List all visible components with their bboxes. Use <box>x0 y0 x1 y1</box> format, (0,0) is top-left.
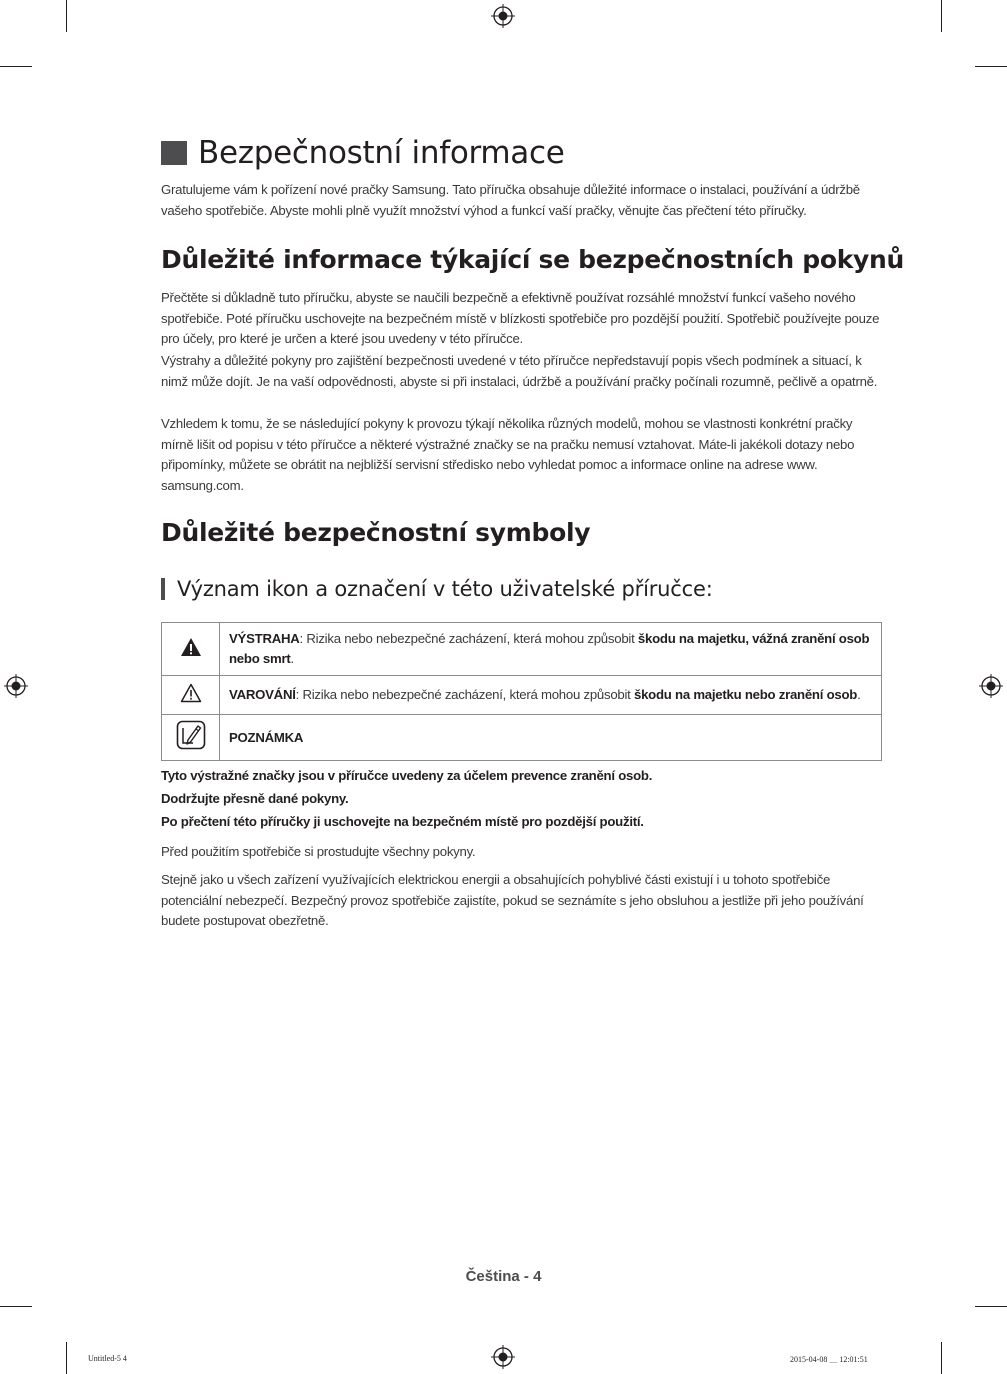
symbol-text-end: . <box>857 687 861 702</box>
crop-mark <box>975 1306 1007 1307</box>
symbol-emphasis: škodu na majetku nebo zranění osob <box>634 687 858 702</box>
symbol-emphasis: škodu na majetku, vážná zranění osob nebo smrt <box>229 631 870 666</box>
warning-filled-icon <box>180 637 202 657</box>
body-paragraph: Před použitím spotřebiče si prostudujte všechny pokyny. <box>161 844 476 859</box>
symbol-description <box>220 623 882 676</box>
intro-paragraph: Gratulujeme vám k pořízení nové pračky Samsung. Tato příručka obsahuje důležité informace o instalaci, používání a údržbě vašeho spotřebiče. Abyste mohli plně využít množství výhod a funkcí vaší pračky, věnujte čas přečtení této příručky. <box>161 182 860 218</box>
note-pencil-icon <box>176 720 206 750</box>
symbol-description <box>220 715 882 761</box>
crop-mark <box>941 1342 942 1374</box>
page-title-text: Bezpečnostní informace <box>198 135 565 171</box>
crop-mark <box>0 1306 32 1307</box>
section-heading-safety-symbols: Důležité bezpečnostní symboly <box>161 518 591 547</box>
symbol-text-end: . <box>290 651 294 666</box>
symbol-text: : Rizika nebo nebezpečné zacházení, která mohou způsobit <box>295 687 635 702</box>
page-footer: Čeština - 4 <box>465 1268 542 1285</box>
registration-mark-icon <box>979 674 1003 698</box>
symbols-table <box>161 622 882 761</box>
symbol-label: VAROVÁNÍ <box>229 687 296 702</box>
body-paragraph: Výstrahy a důležité pokyny pro zajištění bezpečnosti uvedené v této příručce nepředstavují popis všech podmínek a situací, k nimž může dojít. Je na vaší odpovědnosti, abyste si při instalaci, údržbě a používání pračky počínali rozumně, pečlivě a opatrně. <box>161 353 878 389</box>
crop-mark <box>941 0 942 32</box>
crop-mark <box>0 66 32 67</box>
crop-mark <box>975 66 1007 67</box>
body-paragraph: Přečtěte si důkladně tuto příručku, abyste se naučili bezpečně a efektivně používat rozsáhlé množství funkcí vašeho nového spotřebiče. Poté příručku uschovejte na bezpečném místě v blízkosti spotřebiče pro pozdější použití. Spotřebič používejte pouze pro účely, pro které je určen a které jsou uvedeny v této příručce. <box>161 290 880 347</box>
bold-instruction: Tyto výstražné značky jsou v příručce uvedeny za účelem prevence zranění osob. <box>161 768 653 783</box>
title-square-icon <box>161 141 187 165</box>
symbol-label: VÝSTRAHA <box>229 631 300 646</box>
symbol-description <box>220 676 882 715</box>
body-paragraph: Vzhledem k tomu, že se následující pokyny k provozu týkají několika různých modelů, mohou se vlastnosti konkrétní pračky mírně lišit od popisu v této příručce a některé výstražné značky se na pračku nemusí vztahovat. Máte-li jakékoli dotazy nebo připomínky, můžete se obrátit na nejbližší servisní středisko nebo vyhledat pomoc a informace online na adrese www. samsung.com. <box>161 416 855 494</box>
symbol-icon-cell <box>162 623 220 676</box>
section-heading-safety-instructions: Důležité informace týkající se bezpečnostních pokynů <box>161 245 905 274</box>
bold-instruction: Po přečtení této příručky ji uschovejte na bezpečném místě pro pozdější použití. <box>161 814 644 829</box>
symbol-row-caution <box>162 676 882 715</box>
subheading-bar-icon <box>161 578 165 600</box>
bold-instruction: Dodržujte přesně dané pokyny. <box>161 791 349 806</box>
crop-mark <box>66 0 67 32</box>
symbol-row-warning <box>162 623 882 676</box>
subsection-heading-text: Význam ikon a označení v této uživatelské příručce: <box>177 577 713 601</box>
print-slug-right: 2015-04-08 ＿ 12:01:51 <box>790 1355 868 1364</box>
symbol-text: : Rizika nebo nebezpečné zacházení, která mohou způsobit <box>299 631 638 646</box>
symbol-row-note <box>162 715 882 761</box>
symbol-label: POZNÁMKA <box>229 729 304 745</box>
registration-mark-icon <box>491 4 515 28</box>
caution-outline-icon <box>180 683 202 703</box>
registration-mark-icon <box>491 1345 515 1369</box>
crop-mark <box>66 1342 67 1374</box>
symbol-icon-cell <box>162 715 220 761</box>
print-slug-left: Untitled-5 4 <box>88 1354 127 1363</box>
registration-mark-icon <box>4 674 28 698</box>
page-title <box>161 133 565 173</box>
body-paragraph: Stejně jako u všech zařízení využívajících elektrickou energii a obsahujících pohyblivé části existují i u tohoto spotřebiče potenciální nebezpečí. Bezpečný provoz spotřebiče zajistíte, pokud se seznámíte s jeho obsluhou a jestliže při jeho používání budete postupovat obezřetně. <box>161 872 864 929</box>
subsection-heading <box>161 577 713 601</box>
symbol-icon-cell <box>162 676 220 715</box>
